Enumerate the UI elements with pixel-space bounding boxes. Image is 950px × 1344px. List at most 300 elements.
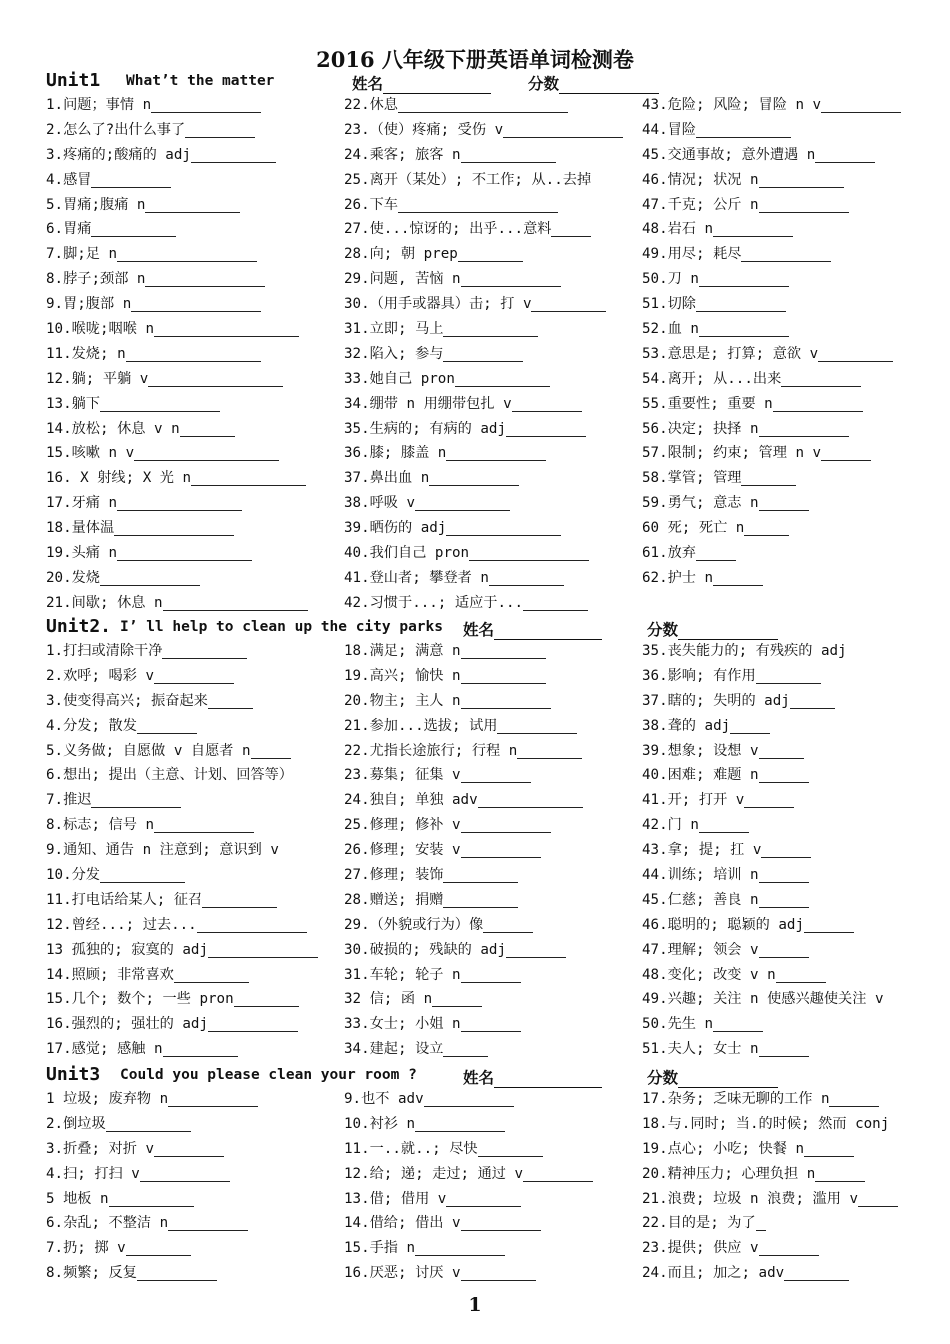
answer-blank[interactable] — [145, 197, 240, 213]
answer-blank[interactable] — [163, 595, 308, 611]
answer-blank[interactable] — [455, 371, 550, 387]
vocab-prompt: 2.怎么了?出什么事了 — [46, 121, 186, 138]
vocab-item — [344, 466, 623, 491]
answer-blank[interactable] — [512, 396, 582, 412]
answer-blank[interactable] — [191, 147, 276, 163]
answer-blank[interactable] — [478, 1141, 543, 1157]
answer-blank[interactable] — [415, 495, 510, 511]
answer-blank[interactable] — [759, 942, 809, 958]
vocab-item — [46, 714, 318, 739]
answer-blank[interactable] — [154, 1141, 224, 1157]
answer-blank[interactable] — [523, 1166, 593, 1182]
answer-blank[interactable] — [483, 917, 533, 933]
vocab-prompt: 35.丧失能力的; 有残疾的 adj — [642, 643, 847, 659]
vocab-item — [46, 242, 308, 267]
unit-topic: What’t the matter — [126, 73, 275, 89]
vocab-item — [46, 591, 308, 616]
answer-blank[interactable] — [784, 1265, 849, 1281]
vocab-item — [46, 838, 318, 863]
unit-header — [46, 70, 926, 94]
vocab-item — [642, 1211, 898, 1236]
answer-blank[interactable] — [523, 595, 588, 611]
name-label: 姓名 — [463, 621, 495, 639]
vocab-prompt: 10.衬衫 n — [344, 1115, 416, 1132]
answer-blank[interactable] — [100, 570, 200, 586]
answer-blank[interactable] — [443, 346, 523, 362]
answer-blank[interactable] — [759, 1041, 809, 1057]
answer-blank[interactable] — [756, 1215, 766, 1231]
answer-blank[interactable] — [168, 1215, 248, 1231]
vocab-item — [642, 367, 901, 392]
answer-blank[interactable] — [730, 718, 770, 734]
answer-blank[interactable] — [821, 445, 871, 461]
vocab-item — [642, 566, 901, 591]
vocab-item — [46, 1187, 258, 1212]
answer-blank[interactable] — [114, 520, 234, 536]
vocab-prompt: 50.先生 n — [642, 1016, 714, 1033]
answer-blank[interactable] — [699, 817, 749, 833]
answer-blank[interactable] — [815, 1166, 865, 1182]
vocab-item — [344, 292, 623, 317]
vocab-prompt: 3.疼痛的;酸痛的 adj — [46, 146, 191, 163]
answer-blank[interactable] — [180, 421, 235, 437]
answer-blank[interactable] — [168, 1091, 258, 1107]
vocab-prompt: 49.兴趣; 关注 n 使感兴趣使关注 v — [642, 991, 884, 1008]
vocab-item — [46, 1162, 258, 1187]
answer-blank[interactable] — [134, 445, 279, 461]
vocab-item — [344, 1012, 583, 1037]
answer-blank[interactable] — [432, 991, 482, 1007]
answer-blank[interactable] — [517, 743, 582, 759]
vocab-item — [642, 938, 883, 963]
answer-blank[interactable] — [761, 842, 811, 858]
answer-blank[interactable] — [744, 792, 794, 808]
vocab-item — [642, 1162, 898, 1187]
answer-blank[interactable] — [759, 495, 809, 511]
vocab-prompt: 55.重要性; 重要 n — [642, 395, 773, 412]
vocab-item — [344, 267, 623, 292]
vocab-column — [344, 639, 583, 1062]
answer-blank[interactable] — [458, 246, 523, 262]
vocab-prompt: 13.躺下 — [46, 395, 100, 412]
answer-blank[interactable] — [154, 321, 299, 337]
vocab-item — [344, 217, 623, 242]
vocab-item — [642, 963, 883, 988]
vocab-item — [344, 367, 623, 392]
vocab-prompt: 15.几个; 数个; 一些 pron — [46, 991, 234, 1008]
answer-blank[interactable] — [461, 147, 556, 163]
answer-blank[interactable] — [109, 1191, 194, 1207]
answer-blank[interactable] — [696, 296, 786, 312]
vocab-prompt: 37.鼻出血 n — [344, 470, 430, 487]
vocab-prompt: 40.困难; 难题 n — [642, 767, 759, 784]
vocab-prompt: 4.分发; 散发 — [46, 717, 137, 734]
answer-blank[interactable] — [773, 396, 863, 412]
vocab-item — [46, 143, 308, 168]
score-label: 分数 — [647, 1069, 679, 1087]
vocab-prompt: 26.下车 — [344, 196, 398, 213]
vocab-prompt: 3.折叠; 对折 v — [46, 1140, 154, 1157]
answer-blank[interactable] — [804, 917, 854, 933]
vocab-item — [46, 739, 318, 764]
answer-blank[interactable] — [117, 495, 242, 511]
vocab-item — [642, 1187, 898, 1212]
answer-blank[interactable] — [759, 767, 809, 783]
vocab-item — [46, 1137, 258, 1162]
vocab-item — [642, 1261, 898, 1286]
score-field[interactable] — [528, 72, 659, 94]
vocab-item — [344, 689, 583, 714]
vocab-item — [642, 317, 901, 342]
vocab-prompt: 1.问题；事情 n — [46, 97, 152, 113]
vocab-item — [46, 639, 318, 664]
vocab-prompt: 16.强烈的; 强壮的 adj — [46, 1016, 208, 1033]
vocab-prompt: 25.离开（某处）; 不工作; 从..去掉 — [344, 171, 592, 188]
vocab-prompt: 31.车轮; 轮子 n — [344, 966, 461, 983]
answer-blank[interactable] — [137, 718, 197, 734]
answer-blank[interactable] — [858, 1191, 898, 1207]
answer-blank[interactable] — [145, 271, 265, 287]
answer-blank[interactable] — [208, 942, 318, 958]
vocab-prompt: 24.独自; 单独 adv — [344, 792, 478, 809]
answer-blank[interactable] — [461, 1265, 536, 1281]
answer-blank[interactable] — [251, 743, 291, 759]
vocab-prompt: 36.膝; 膝盖 n — [344, 445, 447, 462]
vocab-item — [344, 963, 583, 988]
vocab-item — [46, 913, 318, 938]
vocab-item — [344, 193, 623, 218]
answer-blank[interactable] — [461, 842, 541, 858]
answer-blank[interactable] — [461, 271, 561, 287]
vocab-prompt: 5 地板 n — [46, 1190, 109, 1207]
answer-blank[interactable] — [443, 892, 518, 908]
answer-blank[interactable] — [202, 892, 277, 908]
answer-blank[interactable] — [469, 545, 589, 561]
answer-blank[interactable] — [398, 97, 568, 113]
answer-blank[interactable] — [804, 1141, 854, 1157]
vocab-prompt: 29.（外貌或行为）像 — [344, 916, 484, 933]
answer-blank[interactable] — [443, 321, 538, 337]
vocab-item — [642, 292, 901, 317]
vocab-item — [344, 417, 623, 442]
answer-blank[interactable] — [696, 545, 736, 561]
vocab-column — [642, 93, 901, 591]
answer-blank[interactable] — [461, 1016, 521, 1032]
answer-blank[interactable] — [781, 371, 861, 387]
answer-blank[interactable] — [461, 668, 546, 684]
vocab-prompt: 22.目的是; 为了 — [642, 1215, 756, 1232]
vocab-item — [344, 143, 623, 168]
answer-blank[interactable] — [148, 371, 283, 387]
answer-blank[interactable] — [741, 246, 831, 262]
answer-blank[interactable] — [191, 470, 306, 486]
answer-blank[interactable] — [818, 346, 893, 362]
vocab-prompt: 1 垃圾; 废弃物 n — [46, 1091, 169, 1107]
vocab-item — [642, 441, 901, 466]
answer-blank[interactable] — [696, 122, 791, 138]
vocab-item — [344, 763, 583, 788]
vocab-prompt: 11.一..就..; 尽快 — [344, 1140, 478, 1157]
answer-blank[interactable] — [174, 967, 249, 983]
name-field[interactable] — [352, 72, 491, 94]
vocab-prompt: 41.登山者; 攀登者 n — [344, 569, 489, 586]
vocab-prompt: 19.高兴; 愉快 n — [344, 667, 461, 684]
vocab-item — [46, 1112, 258, 1137]
answer-blank[interactable] — [489, 570, 564, 586]
vocab-prompt: 22.尤指长途旅行; 行程 n — [344, 742, 518, 759]
answer-blank[interactable] — [699, 321, 789, 337]
vocab-item — [642, 466, 901, 491]
vocab-prompt: 4.感冒 — [46, 171, 92, 188]
vocab-prompt: 8.脖子;颈部 n — [46, 271, 146, 288]
answer-blank[interactable] — [197, 917, 307, 933]
vocab-item — [46, 118, 308, 143]
answer-blank[interactable] — [117, 545, 252, 561]
vocab-prompt: 17.杂务; 乏味无聊的工作 n — [642, 1091, 830, 1107]
answer-blank[interactable] — [208, 693, 253, 709]
vocab-prompt: 30.破损的; 残缺的 adj — [344, 941, 506, 958]
answer-blank[interactable] — [759, 172, 844, 188]
vocab-item — [642, 193, 901, 218]
vocab-prompt: 22.休息 — [344, 97, 398, 113]
answer-blank[interactable] — [137, 1265, 217, 1281]
answer-blank[interactable] — [713, 1016, 763, 1032]
answer-blank[interactable] — [398, 197, 558, 213]
answer-blank[interactable] — [815, 147, 875, 163]
answer-blank[interactable] — [461, 767, 531, 783]
vocab-item — [46, 367, 308, 392]
answer-blank[interactable] — [162, 643, 247, 659]
vocab-prompt: 37.瞎的; 失明的 adj — [642, 692, 790, 709]
vocab-item — [46, 441, 308, 466]
answer-blank[interactable] — [131, 296, 261, 312]
vocab-item — [642, 491, 901, 516]
answer-blank[interactable] — [829, 1091, 879, 1107]
vocab-column — [46, 93, 308, 616]
answer-blank[interactable] — [756, 668, 821, 684]
vocab-prompt: 20.精神压力; 心理负担 n — [642, 1165, 816, 1182]
vocab-prompt: 43.拿; 提; 扛 v — [642, 842, 762, 859]
answer-blank[interactable] — [461, 967, 521, 983]
page-number: 1 — [468, 1294, 482, 1316]
answer-blank[interactable] — [415, 1240, 505, 1256]
score-field[interactable] — [647, 1066, 778, 1088]
answer-blank[interactable] — [446, 445, 546, 461]
answer-blank[interactable] — [790, 693, 835, 709]
vocab-item — [46, 788, 318, 813]
name-field[interactable] — [463, 618, 602, 640]
answer-blank[interactable] — [461, 817, 551, 833]
answer-blank[interactable] — [117, 246, 257, 262]
vocab-item — [642, 838, 883, 863]
answer-blank[interactable] — [443, 1041, 488, 1057]
vocab-prompt: 24.乘客; 旅客 n — [344, 146, 461, 163]
vocab-prompt: 9.胃;腹部 n — [46, 296, 132, 313]
answer-blank[interactable] — [506, 942, 566, 958]
answer-blank[interactable] — [713, 221, 793, 237]
answer-blank[interactable] — [234, 991, 299, 1007]
vocab-item — [344, 714, 583, 739]
score-field[interactable] — [647, 618, 778, 640]
vocab-prompt: 51.切除 — [642, 296, 696, 313]
answer-blank[interactable] — [759, 197, 849, 213]
answer-blank[interactable] — [126, 1240, 191, 1256]
answer-blank[interactable] — [185, 122, 255, 138]
vocab-prompt: 44.训练; 培训 n — [642, 867, 759, 884]
answer-blank[interactable] — [461, 693, 551, 709]
vocab-prompt: 28.向; 朝 prep — [344, 246, 458, 263]
vocab-prompt: 18.满足; 满意 n — [344, 643, 461, 659]
unit-label: Unit3 — [46, 1064, 101, 1085]
vocab-prompt: 11.打电话给某人; 征召 — [46, 891, 203, 908]
vocab-item — [642, 664, 883, 689]
answer-blank[interactable] — [429, 470, 519, 486]
answer-blank[interactable] — [208, 1016, 298, 1032]
vocab-item — [46, 888, 318, 913]
vocab-item — [344, 392, 623, 417]
answer-blank[interactable] — [443, 867, 518, 883]
vocab-prompt: 18.量体温 — [46, 520, 115, 537]
vocab-prompt: 38.呼吸 v — [344, 495, 416, 512]
vocab-item — [344, 1037, 583, 1062]
answer-blank[interactable] — [126, 346, 261, 362]
vocab-item — [642, 888, 883, 913]
vocab-prompt: 10.分发 — [46, 867, 100, 884]
vocab-item — [642, 1236, 898, 1261]
answer-blank[interactable] — [424, 1091, 514, 1107]
vocab-prompt: 11.发烧; n — [46, 345, 126, 362]
vocab-item — [46, 963, 318, 988]
vocab-prompt: 44.冒险 — [642, 121, 696, 138]
vocab-item — [642, 714, 883, 739]
vocab-prompt: 41.开; 打开 v — [642, 792, 745, 809]
vocab-item — [344, 739, 583, 764]
answer-blank[interactable] — [163, 1041, 238, 1057]
answer-blank[interactable] — [91, 172, 171, 188]
vocab-prompt: 17.感觉; 感触 n — [46, 1041, 163, 1058]
answer-blank[interactable] — [151, 97, 261, 113]
answer-blank[interactable] — [91, 792, 181, 808]
answer-blank[interactable] — [551, 221, 591, 237]
vocab-item — [46, 292, 308, 317]
answer-blank[interactable] — [140, 1166, 230, 1182]
vocab-prompt: 34.建起; 设立 — [344, 1041, 444, 1058]
answer-blank[interactable] — [154, 668, 234, 684]
vocab-prompt: 35.生病的; 有病的 adj — [344, 420, 506, 437]
vocab-prompt: 7.脚;足 n — [46, 246, 118, 263]
vocab-item — [344, 1087, 593, 1112]
vocab-item — [344, 913, 583, 938]
vocab-item — [344, 1261, 593, 1286]
vocab-prompt: 27.使...惊讶的; 出乎...意料 — [344, 221, 552, 238]
vocab-prompt: 54.离开; 从...出来 — [642, 370, 782, 387]
vocab-item — [344, 441, 623, 466]
answer-blank[interactable] — [446, 520, 561, 536]
vocab-column — [46, 1087, 258, 1286]
vocab-item — [344, 888, 583, 913]
vocab-item — [642, 267, 901, 292]
vocab-prompt: 6.杂乱; 不整洁 n — [46, 1215, 169, 1232]
vocab-item — [344, 118, 623, 143]
vocab-item — [46, 1211, 258, 1236]
vocab-prompt: 2.欢呼; 喝彩 v — [46, 667, 154, 684]
answer-blank[interactable] — [506, 421, 586, 437]
answer-blank[interactable] — [759, 1240, 819, 1256]
answer-blank[interactable] — [106, 1116, 191, 1132]
answer-blank[interactable] — [759, 867, 809, 883]
vocab-prompt: 4.扫; 打扫 v — [46, 1165, 140, 1182]
name-field[interactable] — [463, 1066, 602, 1088]
vocab-item — [344, 788, 583, 813]
answer-blank[interactable] — [713, 570, 763, 586]
vocab-item — [642, 813, 883, 838]
vocab-prompt: 58.掌管; 管理 — [642, 470, 742, 487]
answer-blank[interactable] — [461, 1215, 541, 1231]
answer-blank[interactable] — [759, 421, 849, 437]
answer-blank[interactable] — [531, 296, 606, 312]
vocab-prompt: 12.给; 递; 走过; 通过 v — [344, 1165, 524, 1182]
answer-blank[interactable] — [100, 396, 220, 412]
vocab-item — [642, 739, 883, 764]
vocab-prompt: 43.危险; 风险; 冒险 n v — [642, 97, 822, 113]
answer-blank[interactable] — [741, 470, 796, 486]
vocab-item — [344, 591, 623, 616]
vocab-item — [46, 987, 318, 1012]
vocab-item — [344, 491, 623, 516]
answer-blank[interactable] — [415, 1116, 505, 1132]
vocab-item — [344, 813, 583, 838]
vocab-item — [642, 1012, 883, 1037]
answer-blank[interactable] — [821, 97, 901, 113]
vocab-prompt: 42.习惯于...; 适应于... — [344, 594, 524, 611]
vocab-prompt: 6.胃痛 — [46, 221, 92, 238]
answer-blank[interactable] — [503, 122, 623, 138]
answer-blank[interactable] — [759, 743, 804, 759]
vocab-prompt: 29.问题, 苦恼 n — [344, 271, 461, 288]
answer-blank[interactable] — [699, 271, 789, 287]
vocab-prompt: 60 死; 死亡 n — [642, 520, 745, 537]
vocab-prompt: 14.借给; 借出 v — [344, 1215, 461, 1232]
vocab-prompt: 28.赠送; 捐赠 — [344, 891, 444, 908]
score-label: 分数 — [647, 621, 679, 639]
vocab-item — [642, 987, 883, 1012]
answer-blank[interactable] — [478, 792, 583, 808]
vocab-item — [642, 1037, 883, 1062]
answer-blank[interactable] — [91, 221, 176, 237]
vocab-prompt: 19.头痛 n — [46, 545, 118, 562]
answer-blank[interactable] — [744, 520, 789, 536]
vocab-item — [642, 516, 901, 541]
answer-blank[interactable] — [154, 817, 254, 833]
vocab-prompt: 12.曾经...; 过去... — [46, 916, 197, 933]
answer-blank[interactable] — [446, 1191, 521, 1207]
vocab-prompt: 9.通知、通告 n 注意到; 意识到 v — [46, 842, 279, 859]
vocab-prompt: 32 信; 函 n — [344, 991, 433, 1008]
answer-blank[interactable] — [776, 967, 826, 983]
vocab-item — [46, 342, 308, 367]
vocab-prompt: 21.参加...选拔; 试用 — [344, 717, 498, 734]
answer-blank[interactable] — [461, 643, 546, 659]
answer-blank[interactable] — [497, 718, 577, 734]
vocab-item — [642, 342, 901, 367]
vocab-item — [642, 143, 901, 168]
unit-label: Unit2. — [46, 616, 112, 637]
score-label: 分数 — [528, 75, 560, 93]
vocab-prompt: 13.借; 借用 v — [344, 1190, 447, 1207]
answer-blank[interactable] — [759, 892, 809, 908]
answer-blank[interactable] — [100, 867, 185, 883]
vocab-prompt: 50.刀 n — [642, 271, 699, 288]
